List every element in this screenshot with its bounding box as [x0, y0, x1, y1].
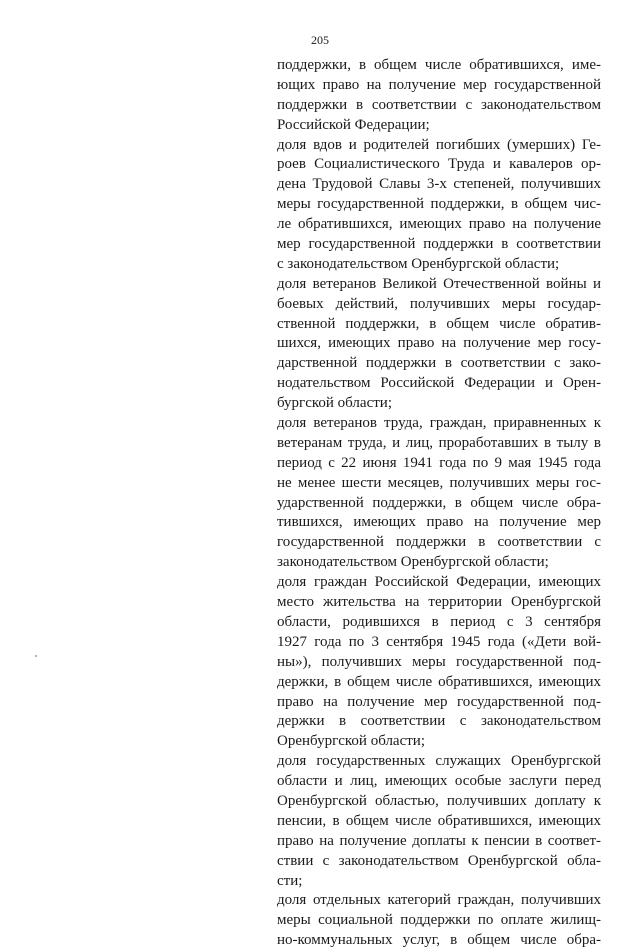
text-line: ны»), получивших меры государственной под-	[277, 653, 601, 670]
text-line: не менее шести месяцев, получивших меры гос-	[277, 474, 601, 491]
text-line: законодательством Оренбургской области;	[277, 554, 549, 571]
text-line: тившихся, имеющих право на получение мер	[277, 514, 601, 531]
text-line: ле обратившихся, имеющих право на получение	[277, 216, 601, 233]
document-text-column	[277, 56, 601, 951]
text-line: ствии с законодательством Оренбургской обла-	[277, 852, 601, 869]
text-line: Оренбургской областью, получивших доплату к	[277, 792, 601, 809]
text-line: дена Трудовой Славы 3-х степеней, получивших	[277, 176, 601, 193]
text-line: место жительства на территории Оренбургской	[277, 594, 601, 611]
text-line: держки, в общем числе обратившихся, имеющих	[277, 673, 601, 690]
text-line: ющих право на получение мер государственной	[277, 76, 601, 93]
text-line: с законодательством Оренбургской области;	[277, 255, 560, 272]
text-line: боевых действий, получивших меры государ-	[277, 295, 601, 312]
text-line: Оренбургской области;	[277, 733, 426, 750]
text-line: доля ветеранов труда, граждан, приравненных к	[277, 415, 601, 432]
scan-speck	[35, 655, 37, 657]
text-line: меры социальной поддержки по оплате жилищ-	[277, 912, 601, 929]
text-line: нодательством Российской Федерации и Орен-	[277, 375, 601, 392]
text-line: доля ветеранов Великой Отечественной войны и	[277, 275, 601, 292]
text-line: 1927 года по 3 сентября 1945 года («Дети вой-	[277, 633, 601, 650]
text-line: роев Социалистического Труда и кавалеров ор-	[277, 156, 601, 173]
text-line: области, родившихся в период с 3 сентября	[277, 613, 601, 630]
text-line: ударственной поддержки, в общем числе обра-	[277, 494, 601, 511]
text-line: бургской области;	[277, 395, 392, 412]
text-line: ственной поддержки, в общем числе обратив-	[277, 315, 601, 332]
text-line: ветеранам труда, и лиц, проработавших в тылу в	[277, 434, 601, 451]
text-line: период с 22 июня 1941 года по 9 мая 1945 года	[277, 454, 601, 471]
text-line: право на получение доплаты к пенсии в соответ-	[277, 832, 601, 849]
text-line: доля государственных служащих Оренбургской	[277, 753, 601, 770]
text-line: шихся, имеющих право на получение мер госу-	[277, 335, 601, 352]
text-line: держки в соответствии с законодательством	[277, 713, 601, 730]
text-line: Российской Федерации;	[277, 116, 430, 133]
text-line: поддержки, в общем числе обратившихся, име-	[277, 57, 601, 73]
text-line: поддержки в соответствии с законодательством	[277, 96, 601, 113]
text-line: пенсии, в общем числе обратившихся, имеющих	[277, 812, 601, 829]
text-line: меры государственной поддержки, в общем чис-	[277, 196, 601, 213]
text-line: области и лиц, имеющих особые заслуги перед	[277, 773, 601, 790]
text-line: сти;	[277, 872, 303, 889]
text-line: государственной поддержки в соответствии с	[277, 534, 601, 551]
page-number: 205	[311, 33, 329, 47]
text-line: дарственной поддержки в соответствии с зако-	[277, 355, 601, 372]
text-line: доля вдов и родителей погибших (умерших) Ге-	[277, 136, 601, 153]
text-line: мер государственной поддержки в соответствии	[277, 236, 601, 253]
text-line: но-коммунальных услуг, в общем числе обра-	[277, 932, 601, 949]
text-line: доля отдельных категорий граждан, получивших	[277, 892, 601, 909]
text-line: доля граждан Российской Федерации, имеющих	[277, 574, 601, 591]
text-line: право на получение мер государственной под-	[277, 693, 601, 710]
